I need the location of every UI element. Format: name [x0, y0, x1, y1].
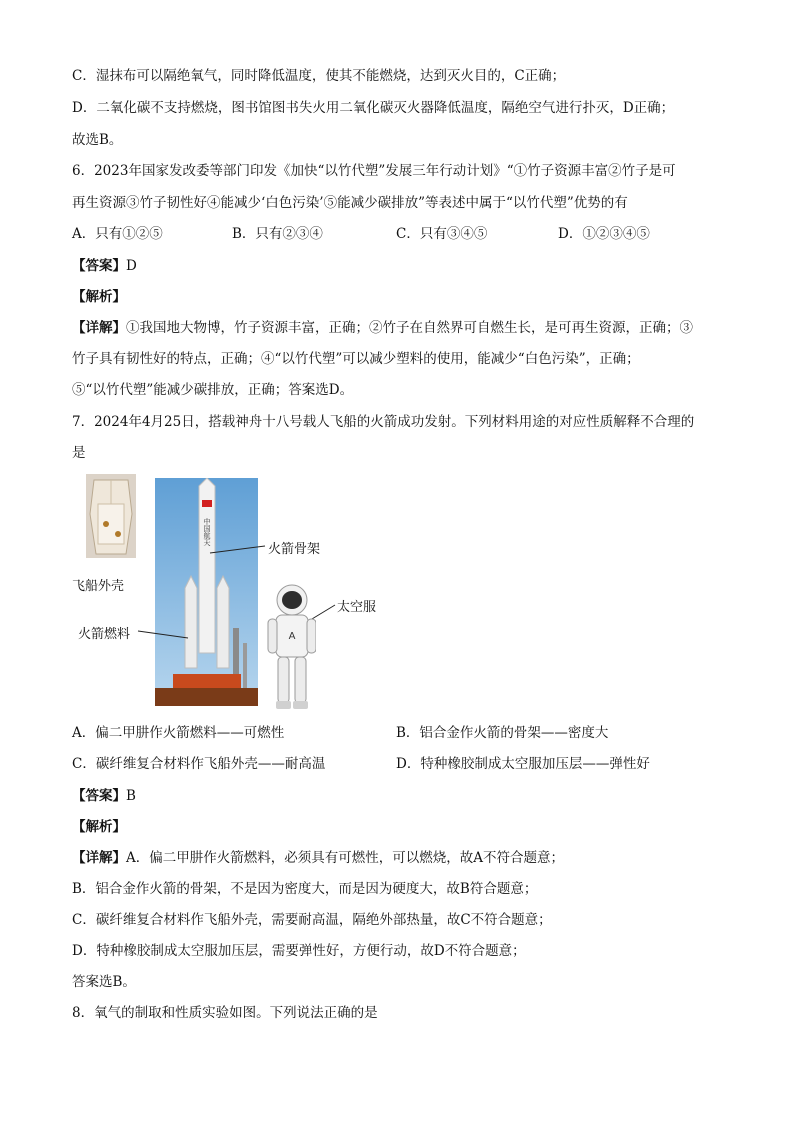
q7-detail-tag: 【详解】	[72, 850, 126, 866]
q7-detail-line5: 答案选B。	[72, 974, 136, 990]
q7-detail-line2: B．铝合金作火箭的骨架，不是因为密度大，而是因为硬度大，故B符合题意；	[72, 881, 538, 897]
q7-answer-line	[72, 786, 136, 806]
svg-text:A: A	[288, 631, 296, 642]
spacesuit-image	[266, 583, 316, 711]
q7-detail-text1: A．偏二甲肼作火箭燃料，必须具有可燃性，可以燃烧，故A不符合题意；	[126, 850, 564, 866]
q7-analysis-tag: 【解析】	[72, 819, 126, 835]
q8-stem: 8．氧气的制取和性质实验如图。下列说法正确的是	[72, 1005, 378, 1021]
text-line-c: C．湿抹布可以隔绝氧气，同时降低温度，使其不能燃烧，达到灭火目的，C正确；	[72, 68, 566, 84]
q7-detail-line4: D．特种橡胶制成太空服加压层，需要弹性好，方便行动，故D不符合题意；	[72, 943, 526, 959]
pointer-skeleton	[210, 546, 265, 553]
q7-option-b: B．铝合金作火箭的骨架——密度大	[396, 725, 609, 741]
q7-stem-line1: 7．2024年4月25日，搭载神舟十八号载人飞船的火箭成功发射。下列材料用途的对应性质解释不合理的	[72, 414, 695, 430]
q7-detail-line1	[72, 848, 564, 868]
q6-detail-text1: ①我国地大物博，竹子资源丰富，正确；②竹子在自然界可自燃生长，是可再生资源，正确；③	[126, 320, 693, 336]
q7-answer: B	[126, 788, 136, 804]
q7-option-a: A．偏二甲肼作火箭燃料——可燃性	[72, 725, 285, 741]
label-rocket-fuel: 火箭燃料	[78, 627, 131, 642]
q6-detail-tag: 【详解】	[72, 320, 126, 336]
q6-option-c: C．只有③④⑤	[396, 226, 488, 242]
q6-answer: D	[126, 258, 137, 274]
q6-answer-tag: 【答案】	[72, 258, 126, 274]
pointer-fuel	[138, 631, 188, 638]
q6-option-d: D．①②③④⑤	[558, 226, 650, 242]
q7-option-c: C．碳纤维复合材料作飞船外壳——耐高温	[72, 756, 326, 772]
q7-option-d: D．特种橡胶制成太空服加压层——弹性好	[396, 756, 650, 772]
q7-stem-line2: 是	[72, 445, 86, 461]
q6-stem-line1: 6．2023年国家发改委等部门印发《加快“以竹代塑”发展三年行动计划》“①竹子资源丰富②竹子是可	[72, 163, 676, 179]
label-rocket-skeleton: 火箭骨架	[268, 542, 321, 557]
label-spacesuit: 太空服	[337, 600, 377, 615]
q6-option-b: B．只有②③④	[232, 226, 323, 242]
q6-analysis-tag: 【解析】	[72, 289, 126, 305]
q7-detail-line3: C．碳纤维复合材料作飞船外壳，需要耐高温，隔绝外部热量，故C不符合题意；	[72, 912, 552, 928]
label-spacecraft-shell: 飞船外壳	[72, 579, 125, 594]
q6-option-a: A．只有①②⑤	[72, 226, 163, 242]
q6-detail-line3: ⑤“以竹代塑”能减少碳排放，正确；答案选D。	[72, 382, 354, 398]
text-line-choose: 故选B。	[72, 132, 123, 148]
rocket-text: 中国航天	[203, 518, 211, 546]
q7-answer-tag: 【答案】	[72, 788, 126, 804]
text-line-d: D．二氧化碳不支持燃烧，图书馆图书失火用二氧化碳灭火器降低温度，隔绝空气进行扑灭，D正确；	[72, 100, 675, 116]
q6-detail-line2: 竹子具有韧性好的特点，正确；④“以竹代塑”可以减少塑料的使用，能减少“白色污染”，正确；	[72, 351, 640, 367]
q6-stem-line2: 再生资源③竹子韧性好④能减少‘白色污染’⑤能减少碳排放”等表述中属于“以竹代塑”优势的有	[72, 195, 628, 211]
